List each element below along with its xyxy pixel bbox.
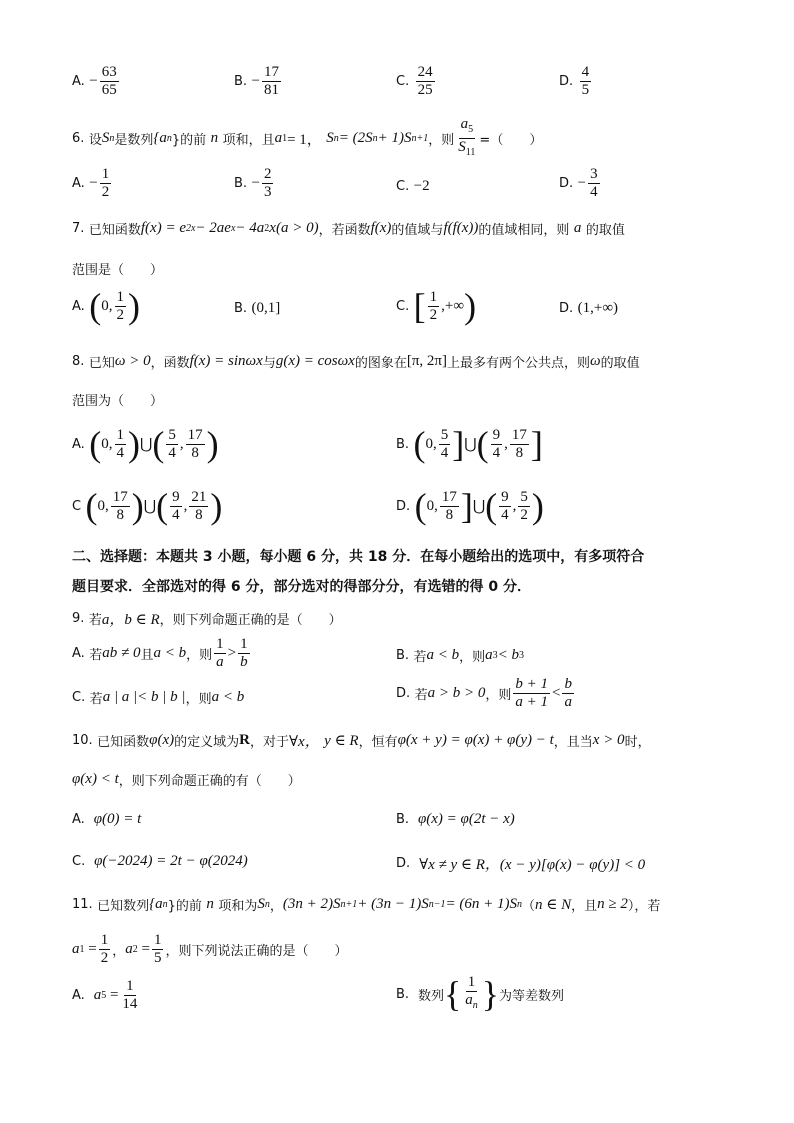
q8-option-a: A. ( 0, $\frac{1}{4}$ ) ⋃ ( $\frac{5}{4}$ , $\frac{17}{8}$ ) [72,424,219,464]
q6-option-c: C. −2 [396,178,430,194]
q9-option-c: C. 若 a | a |< b | b | ，则 a < b [72,689,245,707]
q8-option-c: C ( 0, $\frac{17}{8}$ ) ⋃ ( $\frac{9}{4}$ , $\frac{21}{8}$ ) [72,486,223,526]
fraction: $\frac{17}{81}$ [263,64,279,98]
q10-option-c: C. φ(−2024) = 2t − φ(2024) [72,853,248,869]
q7-option-a: A. ( 0, $\frac{1}{2}$ ) [72,286,140,326]
fraction-a5-s11: $\frac{a_5}{S_{11}}$ [458,116,476,158]
q8-stem: 8. 已知 ω > 0 ，函数 f(x) = sinωx 与 g(x) = cosωx 的图象在 [π, 2π] 上最多有两个公共点，则 ω 的取值 [72,353,640,371]
section-2-heading: 二、选择题：本题共 3 小题，每小题 6 分，共 18 分．在每小题给出的选项中，有多项符合 [72,549,645,565]
q6-option-a: A. − $\frac{1}{2}$ [72,166,110,200]
q5-option-c: C. $\frac{24}{25}$ [396,64,433,98]
q9-option-b: B. 若 a < b ，则 a 3 < b 3 [396,647,525,665]
fraction: $\frac{4}{5}$ [581,64,590,98]
fraction: $\frac{63}{65}$ [101,64,117,98]
q11-stem: 11. 已知数列 {a n }的前 n 项和为 S n ， (3n + 2)S n+1 + (3n − 1)S n−1 = (6n + 1)S n （ n ∈ N ，且 n ≥ 2 ），若 [72,896,661,914]
q7-option-b: B. (0,1] [234,300,281,316]
q10-option-a: A. φ(0) = t [72,811,142,827]
q9-option-d: D. 若 a > b > 0 ，则 $\frac{b + 1}{a + 1}$ < $\frac{b}{a}$ [396,676,572,710]
q6-stem: 6. 设 S n 是数列 {a n }的前 n 项和，且 a 1 = 1， S n = (2S n + 1)S n+1 ，则 $\frac{a_5}{S_{11}}$ =（ ） [72,116,542,161]
q10-option-d: D. ∀x ≠ y ∈ R，(x − y)[φ(x) − φ(y)] < 0 [396,856,646,873]
q5-option-a: A. − $\frac{63}{65}$ [72,64,117,98]
q5-option-b: B. − $\frac{17}{81}$ [234,64,279,98]
q7-option-d: D. (1,+∞) [559,300,619,316]
q8-stem-line2: 范围为（ ） [72,394,164,409]
section-2-heading-line2: 题目要求．全部选对的得 6 分，部分选对的得部分分，有选错的得 0 分． [72,579,531,595]
q7-option-c: C. [ $\frac{1}{2}$ ,+∞ ) [396,286,477,326]
q10-option-b: B. φ(x) = φ(2t − x) [396,811,515,827]
q8-option-b: B. ( 0, $\frac{5}{4}$ ] ⋃ ( $\frac{9}{4}$ , $\frac{17}{8}$ ] [396,424,543,464]
q11-stem-line2: a 1 = $\frac{1}{2}$ ， a 2 = $\frac{1}{5}$ ，则下列说法正确的是（ ） [72,932,348,966]
q7-stem-line2: 范围是（ ） [72,263,164,278]
q8-option-d: D. ( 0, $\frac{17}{8}$ ] ⋃ ( $\frac{9}{4}$ , $\frac{5}{2}$ ) [396,486,544,526]
q11-option-a: A. a 5 = $\frac{1}{14}$ [72,978,138,1012]
q10-stem-line2: φ(x) < t ，则下列命题正确的有（ ） [72,771,301,789]
q7-stem: 7. 已知函数 f(x) = e 2x − 2ae x − 4a 2 x(a > 0) ，若函数 f(x) 的值域与 f(f(x)) 的值域相同，则 a 的取值 [72,220,625,238]
q5-option-d: D. $\frac{4}{5}$ [559,64,590,98]
q10-stem: 10. 已知函数 φ(x) 的定义域为 R ，对于 ∀x， y ∈ R ，恒有 φ(x + y) = φ(x) + φ(y) − t ，且当 x > 0 时， [72,732,651,750]
q9-option-a: A. 若 ab ≠ 0 且 a < b ，则 $\frac{1}{a}$ > $\frac{1}{b}$ [72,636,248,670]
q9-stem: 9. 若 a，b ∈ R ，则下列命题正确的是（ ） [72,611,342,628]
q11-option-b: B. 数列 { $\frac{1}{a_n}$ } 为等差数列 [396,974,565,1014]
fraction: $\frac{24}{25}$ [417,64,433,98]
q6-option-b: B. − $\frac{2}{3}$ [234,166,272,200]
q6-option-d: D. − $\frac{3}{4}$ [559,166,598,200]
